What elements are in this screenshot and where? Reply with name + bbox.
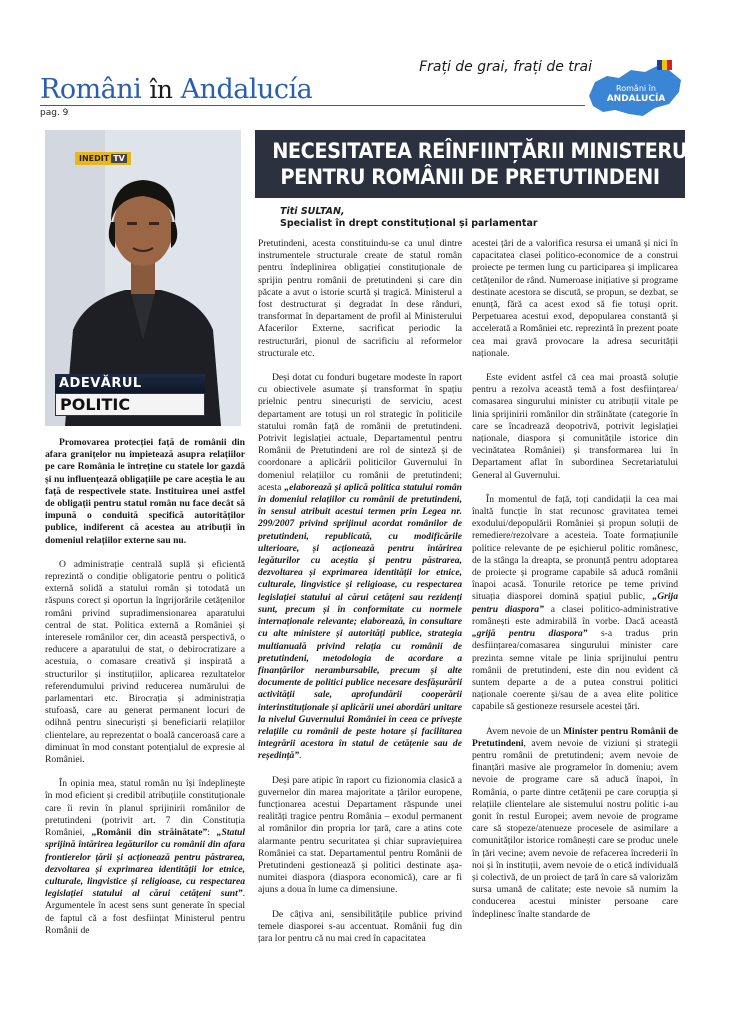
paragraph: Pretutindeni, acesta constituindu-se ca unul dintre instrumentele structurale create de statul român pentru îndeplinirea obligației constituționale de sprijin pentru românii de pretutindeni și care din păcate a avut o istorie scurtă și tragică. Ministerul a fost destructurat și degradat în dese rânduri, transformat în departament de profil al Ministerului Afacerilor Externe, sacrificat periodic la restructurări, pionul de sacrificiu al reformelor structurale etc.: [258, 238, 462, 359]
show-title-line2: POLITIC: [55, 393, 205, 416]
author-name: Titi SULTAN,: [280, 206, 345, 217]
author-photo: [45, 130, 241, 426]
article-title-line2: PENTRU ROMÂNII DE PRETUTINDENI: [280, 165, 660, 189]
brand-romani: Români: [40, 74, 142, 105]
paragraph: [258, 372, 462, 763]
slogan: Frați de grai, frați de trai: [419, 59, 592, 75]
text-run: a clasei politico-administrative românești este admirabilă în vorbe. Dacă această: [472, 603, 678, 627]
tv-badge-label: INEDIT: [79, 154, 110, 163]
header-rule: [40, 105, 585, 106]
column-3: [472, 238, 678, 933]
text-run: Avem nevoie de un: [486, 725, 563, 737]
column-1: [45, 437, 245, 949]
column-2: [258, 238, 462, 957]
text-run: , avem nevoie de viziuni și strategii pentru românii de pretutindeni; avem nevoie de finanțări masive ale programelor în domeniu; avem nevoie de programe care să aducă înapoi, în România, o parte dintre cetățenii pe care corupția și relațiile clientelare ale sistemului nostru politic i-au gonit în restul Europei; avem nevoie de programe care să stopeze/atenueze procesele de asimilare a comunităților istorice românești care se produc unele în țări vecine; avem nevoie de refacerea încrederii în noi și în instituții, avem nevoie de o etică individuală și colectivă, de un proiect de țară în care să valorizăm sursa umană de calitate; este nevoie să numim la conducerea acestui minister persoane care îndeplinesc înalte standarde de: [472, 737, 678, 920]
quote-run: „Grija pentru diaspora”: [472, 591, 678, 615]
logo-line1: Români în: [616, 84, 656, 93]
paragraph: [472, 726, 678, 921]
text-run: Deși dotat cu fonduri bugetare modeste în raport cu obiectivele asumate și transformat în spațiu prielnic pentru sinecuriști de serviciu, acest departament are totuși un rol strategic în politicile statului român față de românii de pretutindeni. Potrivit legislației actuale, Departamentul pentru Românii de Pretutindeni are rol de sinteză și de coordonare a aplicării politicilor Guvernului în domeniul relațiilor cu românii de pretutindeni; acesta: [258, 372, 462, 493]
paragraph: O administrație centrală suplă și eficientă reprezintă o condiție obligatorie pentru o politică externă solidă a statului român și totodată un răspuns corect și oportun la îngrijorările cetățenilor români privind supradimensionarea aparatului central de stat. Politica externă a României și interesele românilor cer, din această perspectivă, o reducere a aparatului de stat, o debirocratizare a acestuia, o comasare creativă și inspirată a structurilor și instituțiilor, aplicarea rezultatelor referendumului privind reducerea numărului de parlamentari etc. Birocrația și administrația stufoasă, care au generat permanent locuri de odihnă pentru sinecuriști și beneficiarii relațiilor clientelare, au reprezentat o boală canceroasă care a diminuat în mod constant potențialul de expresie al României.: [45, 558, 245, 766]
text-run: .: [299, 750, 302, 762]
author-role: Specialist în drept constituțional și parlamentar: [280, 218, 538, 229]
paragraph: acestei țări de a valorifica resursa ei umană și nici în capacitatea clasei politico-economice de a construi proiecte pe termen lung cu participarea și implicarea cetățenilor de rând. Numeroase inițiative și programe destinate acestora se discută, se propun, se dezbat, se enunță, fără ca acest exod să fie totuși oprit. Perpetuarea acestui exod, depopularea constantă și accelerată a României etc. reprezintă în prezent poate cea mai gravă provocare la adresa securității naționale.: [472, 238, 678, 359]
show-title-overlay: [55, 374, 205, 416]
quote-run: „grijă pentru diaspora”: [472, 628, 588, 640]
law-quote: „elaborează și aplică politica statului român în domeniul relațiilor cu românii de pretutindeni, în sensul atribuit acestui termen prin Legea nr. 299/2007 privind sprijinul acordat românilor de pretutindeni, republicată, cu modificările ulterioare, și acționează pentru întărirea legăturilor cu aceștia și pentru păstrarea, dezvoltarea și exprimarea identității lor etnice, culturale, lingvistice și religioase, cu respectarea legislației statului al cărui cetățeni sau rezidenți sunt, precum și în conformitate cu normele internaționale relevante; elaborează, în consultare cu alte ministere și autorități publice, strategia multianuală privind relația cu românii de pretutindeni, metodologia de acordare a finanțărilor nerambursabile, precum și alte documente de politici publice necesare desfășurării activității sale, aprofundării cooperării interinstituționale și aplicării unei abordări unitare la nivelul Guvernului României în ceea ce privește relațiile cu românii de peste hotare și facilitarea integrării acestora în statul de cetățenie sau de reședință”: [258, 481, 462, 762]
text-run-bold: „Românii din străinătate”: [91, 827, 208, 839]
paragraph: Deși pare atipic în raport cu fizionomia clasică a guvernelor din marea majoritate a țărilor europene, funcționarea acestui Departament răspunde unei realități tragice pentru România – exodul permanent al românilor din propria lor țară, care a atins cote alarmante pentru securitatea și chiar supraviețuirea României ca stat. Departamentul pentru Românii de Pretutindeni gestionează și politici destinate așa-numitei diaspora (diaspora economică), care ar fi ajuns a doua în lume ca dimensiune.: [258, 774, 462, 896]
page-number: pag. 9: [40, 108, 69, 118]
paragraph: [45, 778, 245, 937]
show-title-line1: ADEVĂRUL: [55, 374, 205, 393]
brand-in: în: [149, 75, 173, 104]
text-run: În opinia mea, statul român nu își îndeplinește în mod eficient și credibil atribuțiile constituționale care îi revin în planul sprijinirii românilor de pretutindeni (potrivit art. 7 din Constituția României,: [45, 778, 245, 839]
text-run: :: [207, 827, 217, 839]
text-run: În momentul de față, toți candidații la cea mai înaltă funcție în stat recunosc gravitatea temei exodului/depopulării României și propun soluții de remediere/rezolvare a acesteia. Toate formațiunile politice relevante de pe eșichierul politic românesc, de la stânga la dreapta, se pronunță pentru adoptarea de proiecte și programe capabile să aducă românii înapoi acasă. Tonurile retorice pe teme privind situația diasporei domină spațiul public,: [472, 493, 678, 603]
paragraph: [472, 494, 678, 714]
publication-title: [40, 74, 312, 105]
tv-badge-tag: TV: [113, 154, 125, 163]
text-run: . Argumentele în acest sens sunt generate în special de faptul că a fost desființat Ministerul pentru Românii de: [45, 888, 245, 936]
lead-paragraph: Promovarea protecției față de românii din afara granițelor nu impietează asupra relațiilor pe care România le întreține cu statele lor gazdă și nu influențează obligațiile pe care aceștia le au față de respectivele state. Instituirea unei astfel de obligații pentru statul român nu face decât să impună o conduită specifică autorităților publice, indiferent că acestea au atribuții în domeniul relațiilor externe sau nu.: [45, 437, 245, 546]
brand-andalucia: Andalucía: [180, 74, 313, 105]
tv-channel-badge: [75, 152, 131, 165]
article-title-line1: NECESITATEA REÎNFIINȚĂRII MINISTERULUI: [272, 139, 721, 163]
logo-line2: ANDALUCÍA: [606, 94, 666, 104]
byline: [280, 206, 538, 230]
paragraph: Este evident astfel că cea mai proastă soluție pentru a rezolva această temă a fost desființarea/ comasarea singurului minister cu atribuții vitale pe linia sprijinirii românilor din străinătate (categorie în care se încadrează deopotrivă, potrivit legislației naționale, diaspora și comunitățile istorice din vecinătatea României) și transformarea lui în Departament aflat în subordinea Secretariatului General al Guvernului.: [472, 372, 678, 481]
text-run: s-a tradus prin desființarea/comasarea singurului minister care prezinta semne vitale pe linia sprijinului pentru românii de pretutindeni, este din nou evident că suntem departe a de a putea construi politici naționale coerente și/sau de a avea elite politice capabile să gestioneze resursele acestei țări.: [472, 628, 678, 713]
andalucia-map-logo: [585, 58, 685, 120]
article-title: [255, 130, 721, 198]
logo-caption: [601, 84, 671, 104]
constitution-quote: „Statul sprijină întărirea legăturilor cu românii din afara frontierelor țării și acționează pentru păstrarea, dezvoltarea și exprimarea identității lor etnice, culturale, lingvistice și religioase, cu respectarea legislației statului al cărui cetățeni sunt”: [45, 827, 245, 900]
paragraph: De câțiva ani, sensibilitățile publice privind temele diasporei s-au accentuat. Românii fug din țara lor pentru că nu mai cred în capacitatea: [258, 908, 462, 944]
text-run-bold: Minister pentru Românii de Pretutindeni: [472, 725, 678, 749]
